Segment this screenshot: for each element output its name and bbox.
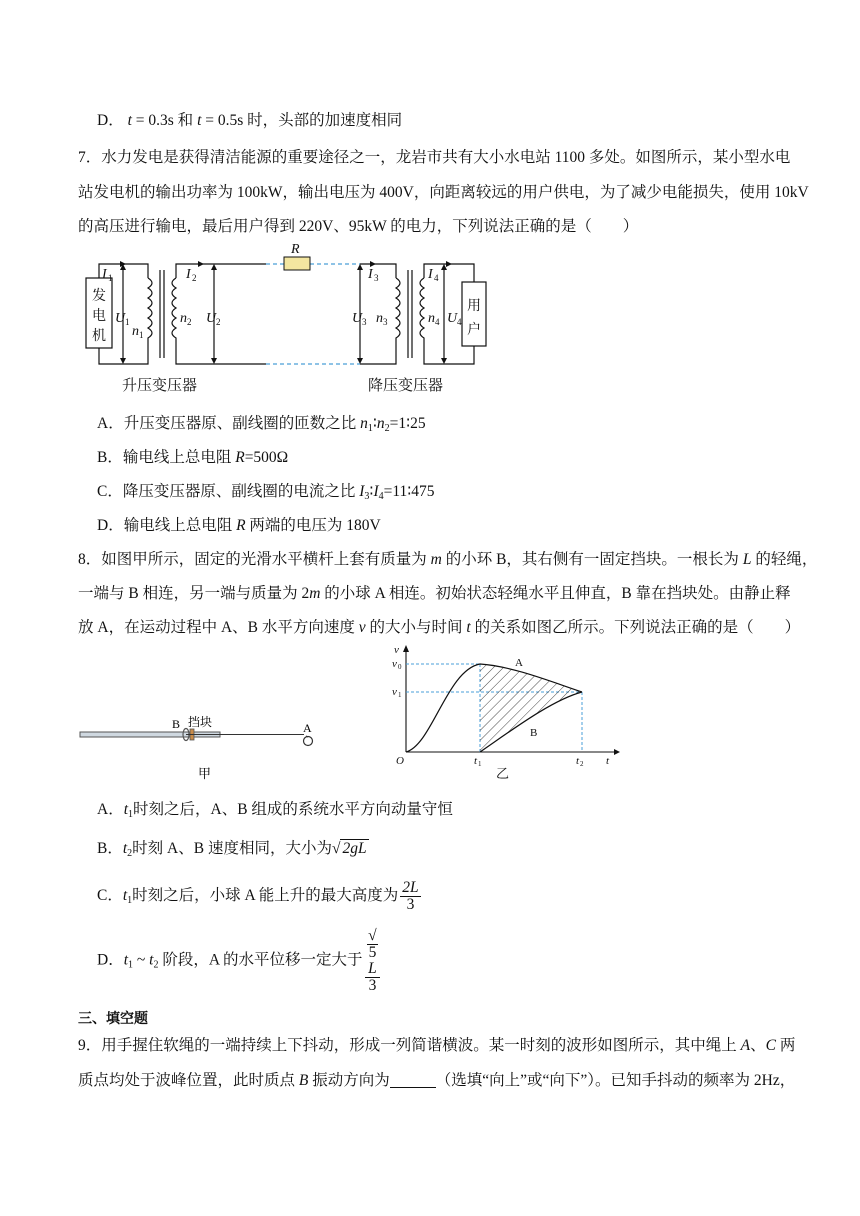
svg-text:2: 2 xyxy=(187,317,192,327)
q8-option-a: A．$t_1$时刻之后，A、B 组成的系统水平方向动量守恒 xyxy=(97,801,453,820)
svg-text:发: 发 xyxy=(92,289,106,304)
coil-n3 xyxy=(396,278,400,348)
svg-text:n: n xyxy=(180,311,187,326)
svg-text:U: U xyxy=(206,311,217,326)
svg-text:2: 2 xyxy=(580,760,584,768)
svg-text:1: 1 xyxy=(139,330,144,340)
svg-text:A: A xyxy=(515,657,523,669)
svg-text:用: 用 xyxy=(467,299,481,314)
q9-stem-line1: 9．用手握住软绳的一端持续上下抖动，形成一列简谐横波。某一时刻的波形如图所示，其中绳上 A、C 两 xyxy=(78,1037,796,1054)
svg-text:I: I xyxy=(186,267,191,282)
figure-yi-vt-graph xyxy=(392,640,624,780)
svg-text:B: B xyxy=(530,727,538,739)
svg-text:降压变压器: 降压变压器 xyxy=(368,378,444,394)
svg-text:U: U xyxy=(115,311,126,326)
svg-text:n: n xyxy=(376,311,383,326)
svg-text:t: t xyxy=(576,755,580,767)
svg-text:1: 1 xyxy=(125,317,130,327)
q7-stem-line1: 7．水力发电是获得清洁能源的重要途径之一，龙岩市共有大小水电站 1100 多处。如图所示，某小型水电 xyxy=(78,149,791,166)
q9-stem-line2: 质点均处于波峰位置，此时质点 B 振动方向为 （选填“向上”或“向下”）。已知手抖动的频率为 2Hz， xyxy=(78,1072,796,1089)
svg-text:机: 机 xyxy=(92,329,106,344)
q7-stem-line2: 站发电机的输出功率为 100kW，输出电压为 400V，向距离较远的用户供电，为了减少电能损失，使用 10kV xyxy=(78,184,809,201)
section-heading: 三、填空题 xyxy=(78,1010,148,1026)
q8-stem-line1: 8．如图甲所示，固定的光滑水平横杆上套有质量为 m 的小环 B，其右侧有一固定挡块。一根长为 L 的轻绳， xyxy=(78,551,818,568)
svg-text:3: 3 xyxy=(362,317,367,327)
svg-text:I: I xyxy=(428,267,433,282)
q7-option-b: B．输电线上总电阻 R=500Ω xyxy=(97,449,289,466)
q8-option-b: B．$t_2$时刻 A、B 速度相同，大小为√ 2gL xyxy=(97,840,367,859)
svg-text:4: 4 xyxy=(434,273,439,283)
svg-text:v: v xyxy=(392,658,397,670)
q7-option-c: C．降压变压器原、副线圈的电流之比 $I_3∶I_4=11∶475$ xyxy=(97,483,435,502)
svg-text:1: 1 xyxy=(108,273,113,283)
figure-jia-rod xyxy=(76,712,326,784)
fraction-sqrt5L-3: √ 5 L 3 xyxy=(365,928,381,994)
svg-text:B: B xyxy=(172,717,181,731)
svg-text:U: U xyxy=(352,311,363,326)
coil-n1 xyxy=(148,278,152,348)
svg-text:3: 3 xyxy=(374,273,379,283)
q8-option-c: C．$t_1$时刻之后，小球 A 能上升的最大高度为 $\frac{2L}{3}$ xyxy=(97,879,419,913)
svg-text:v: v xyxy=(394,644,399,656)
q7-option-a: A．升压变压器原、副线圈的匝数之比 $n_1∶n_2=1∶25$ xyxy=(97,415,426,434)
q7-option-d: D．输电线上总电阻 R 两端的电压为 180V xyxy=(97,517,381,534)
svg-text:甲: 甲 xyxy=(198,766,212,781)
svg-text:t: t xyxy=(606,755,610,767)
svg-text:0: 0 xyxy=(398,663,402,671)
svg-text:3: 3 xyxy=(383,317,388,327)
svg-text:2: 2 xyxy=(216,317,221,327)
q6-option-d: D． t = 0.3s 和 t = 0.5s 时，头部的加速度相同 xyxy=(97,112,403,129)
svg-text:4: 4 xyxy=(457,317,462,327)
svg-text:2: 2 xyxy=(192,273,197,283)
svg-text:户: 户 xyxy=(467,323,481,338)
coil-n4 xyxy=(420,278,424,348)
q8-option-d: D．$t_1$ ~ $t_2$ 阶段，A 的水平位移一定大于 √ 5 L 3 xyxy=(97,928,380,994)
svg-text:I: I xyxy=(102,267,107,282)
transmission-circuit-diagram xyxy=(76,240,496,396)
answer-blank[interactable] xyxy=(390,1073,436,1088)
svg-text:挡块: 挡块 xyxy=(188,715,213,729)
svg-text:升压变压器: 升压变压器 xyxy=(122,378,198,394)
svg-text:I: I xyxy=(368,267,373,282)
fraction-2L-3: $\frac{2L}{3}$ xyxy=(402,879,419,913)
svg-text:电: 电 xyxy=(92,309,106,324)
svg-text:1: 1 xyxy=(478,760,482,768)
svg-text:4: 4 xyxy=(435,317,440,327)
svg-text:v: v xyxy=(392,686,397,698)
svg-text:t: t xyxy=(474,755,478,767)
svg-text:A: A xyxy=(303,721,312,735)
svg-text:n: n xyxy=(428,311,435,326)
svg-text:O: O xyxy=(396,755,404,767)
coil-n2 xyxy=(172,278,176,348)
q8-stem-line2: 一端与 B 相连，另一端与质量为 2m 的小球 A 相连。初始状态轻绳水平且伸直，B 靠在挡块处。由静止释 xyxy=(78,585,791,602)
svg-text:1: 1 xyxy=(398,691,402,699)
svg-text:乙: 乙 xyxy=(496,766,510,780)
svg-text:R: R xyxy=(291,242,300,257)
svg-text:U: U xyxy=(447,311,458,326)
resistor-R xyxy=(284,257,310,270)
q8-stem-line3: 放 A，在运动过程中 A、B 水平方向速度 v 的大小与时间 t 的关系如图乙所示。下列说法正确的是（ ） xyxy=(78,619,801,636)
ball-A xyxy=(304,737,313,746)
svg-text:n: n xyxy=(132,324,139,339)
q7-stem-line3: 的高压进行输电，最后用户得到 220V、95kW 的电力，下列说法正确的是（ ） xyxy=(78,218,639,235)
